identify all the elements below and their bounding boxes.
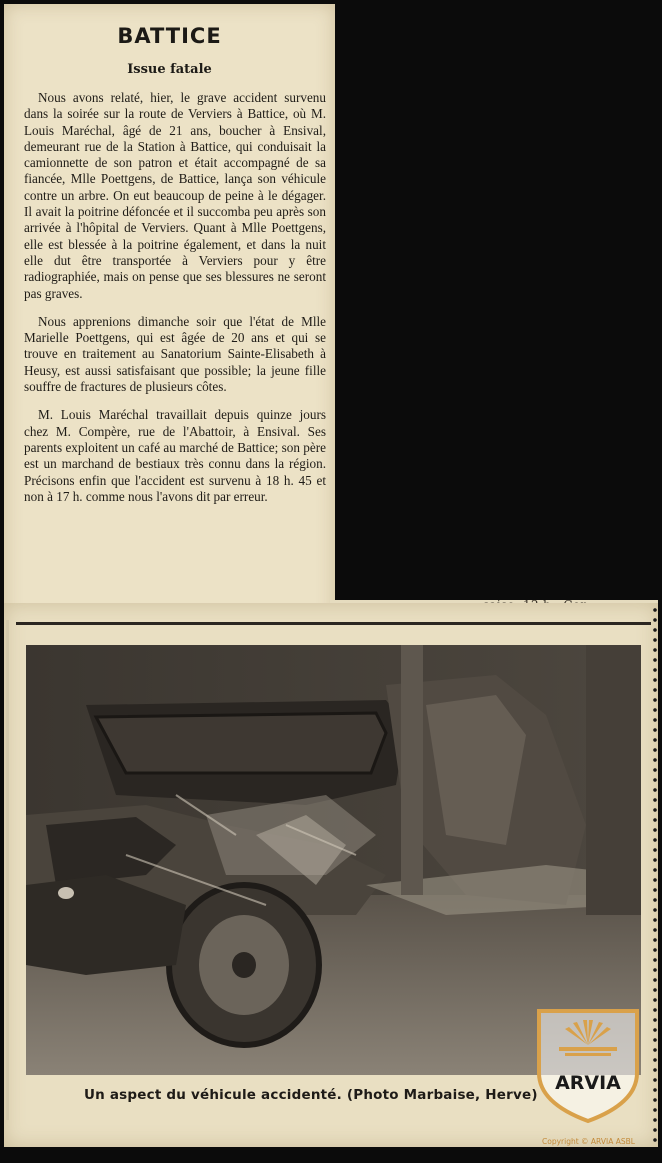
article-headline: BATTICE [117, 24, 222, 48]
article-paragraph-1: Nous avons relaté, hier, le grave accident survenu dans la soirée sur la route de Verviers à Battice, où M. Louis Maréchal, âgé de 21 ans, boucher à Ensival, demeurant rue de la Station à Battice, qui conduisait la camionnette de son patron et était accompagné de sa fiancée, Mlle Poettgens, de Battice, lança son véhicule contre un arbre. On eut beaucoup de peine à le dégager. Il avait la poitrine défoncée et il succomba peu après son arrivée à l'hôpital de Verviers. Quant à Mlle Poettgens, elle est blessée à la poitrine également, et dans la nuit elle dut être transportée à Verviers pour y être radiographiée, mais on pense que ses blessures ne seront pas graves. [24, 90, 326, 301]
copyright-notice: Copyright © ARVIA ASBL [542, 1137, 635, 1146]
article-clipping [4, 4, 335, 626]
paper-edge [6, 620, 9, 1120]
article-body [24, 90, 326, 517]
column-rule [16, 622, 651, 625]
article-subhead: Issue fatale [127, 62, 212, 77]
article-paragraph-2: Nous apprenions dimanche soir que l'état de Mlle Marielle Poettgens, qui est âgée de 20 ans et qui se trouve en traitement au Sanatorium Sainte-Elisabeth à Heusy, est aussi satisfaisant que possible; la jeune fille souffre de fractures de plusieurs côtes. [24, 313, 326, 395]
arvia-logo [531, 1003, 645, 1125]
logo-text: ARVIA [555, 1072, 621, 1094]
decorative-border [650, 605, 660, 1145]
photo-caption: Un aspect du véhicule accidenté. (Photo Marbaise, Herve) [84, 1087, 538, 1103]
article-paragraph-3: M. Louis Maréchal travaillait depuis quinze jours chez M. Compère, rue de l'Abattoir, à Ensival. Ses parents exploitent un café au marché de Battice; son père est un marchand de bestiaux très connu dans la région. Précisons enfin que l'accident est survenu à 18 h. 45 et non à 17 h. comme nous l'avons dit par erreur. [24, 407, 326, 504]
